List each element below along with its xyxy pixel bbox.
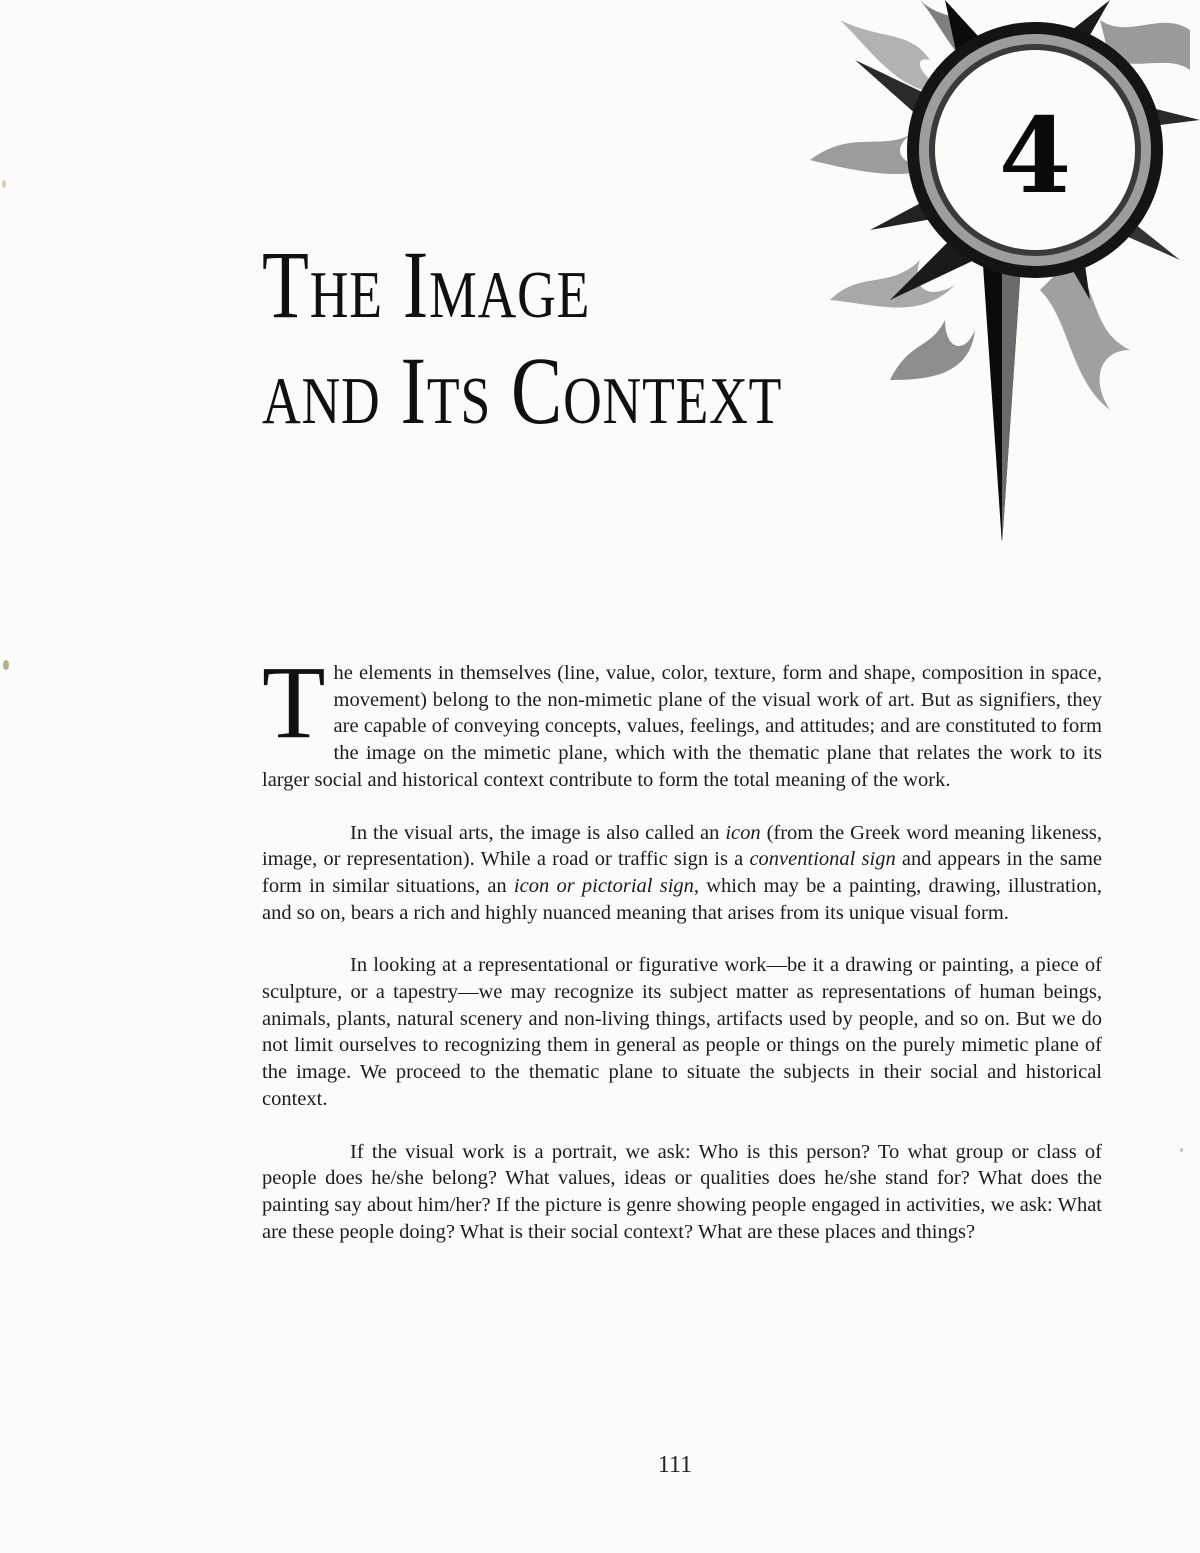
term-icon: icon [725,821,761,844]
chapter-title [262,232,782,444]
chapter-title-line-1: The Image [262,231,591,338]
paragraph-2-text-d: , which may be a painting, drawing, illustration, and so on, bears a rich and highly nuanced meaning that arises from its unique visual form. [262,874,1103,924]
sun-compass-icon [770,0,1200,540]
page-number: 111 [657,1452,693,1478]
paragraph-3: In looking at a representational or figurative work—be it a drawing or painting, a piece of sculpture, or a tapestry—we may recognize its subject matter as representations of human beings, animals, plants, natural scenery and non-living things, artifacts used by people, and so on. But we do not limit ourselves to recognizing them in general as people or things on the purely mimetic plane of the image. We proceed to the thematic plane to situate the subjects in their social and historical context. [262,954,1102,1110]
paragraph-1-text: he elements in themselves (line, value, color, texture, form and shape, composition in space, movement) belong to the non-mimetic plane of the visual work of art. But as signifiers, they are capable of conveying concepts, values, feelings, and attitudes; and are constituted to form the image on the mimetic plane, which with the thematic plane that relates the work to its larger social and historical context contribute to form the total meaning of the work. [262,662,1102,791]
scan-speck [1180,1148,1183,1152]
paragraph-4: If the visual work is a portrait, we ask: Who is this person? To what group or class of people does he/she belong? What values, ideas or qualities does he/she stand for? What does the painting say about him/her? If the picture is genre showing people engaged in activities, we ask: What are these people doing? What is their social context? What are these places and things? [262,1140,1102,1243]
scan-speck [2,180,6,188]
term-conventional-sign: conventional sign [749,848,896,871]
chapter-body [262,645,1103,1271]
chapter-title-line-2: and Its Context [262,337,783,444]
chapter-number: 4 [998,93,1072,217]
paragraph-1 [262,645,1102,794]
paragraph-2-text-b: (from the Greek word meaning likeness, image, or representation). While a road or traffic sign is a [262,821,1102,871]
scan-speck [3,660,9,670]
paragraph-2-text-a: In the visual arts, the image is also called an [350,821,726,844]
paragraph-2-text-c: and appears in the same form in similar situations, an [262,848,1102,897]
drop-cap: T [262,645,326,760]
paragraph-2 [262,820,1102,927]
term-pictorial-sign: icon or pictorial sign [513,874,694,897]
